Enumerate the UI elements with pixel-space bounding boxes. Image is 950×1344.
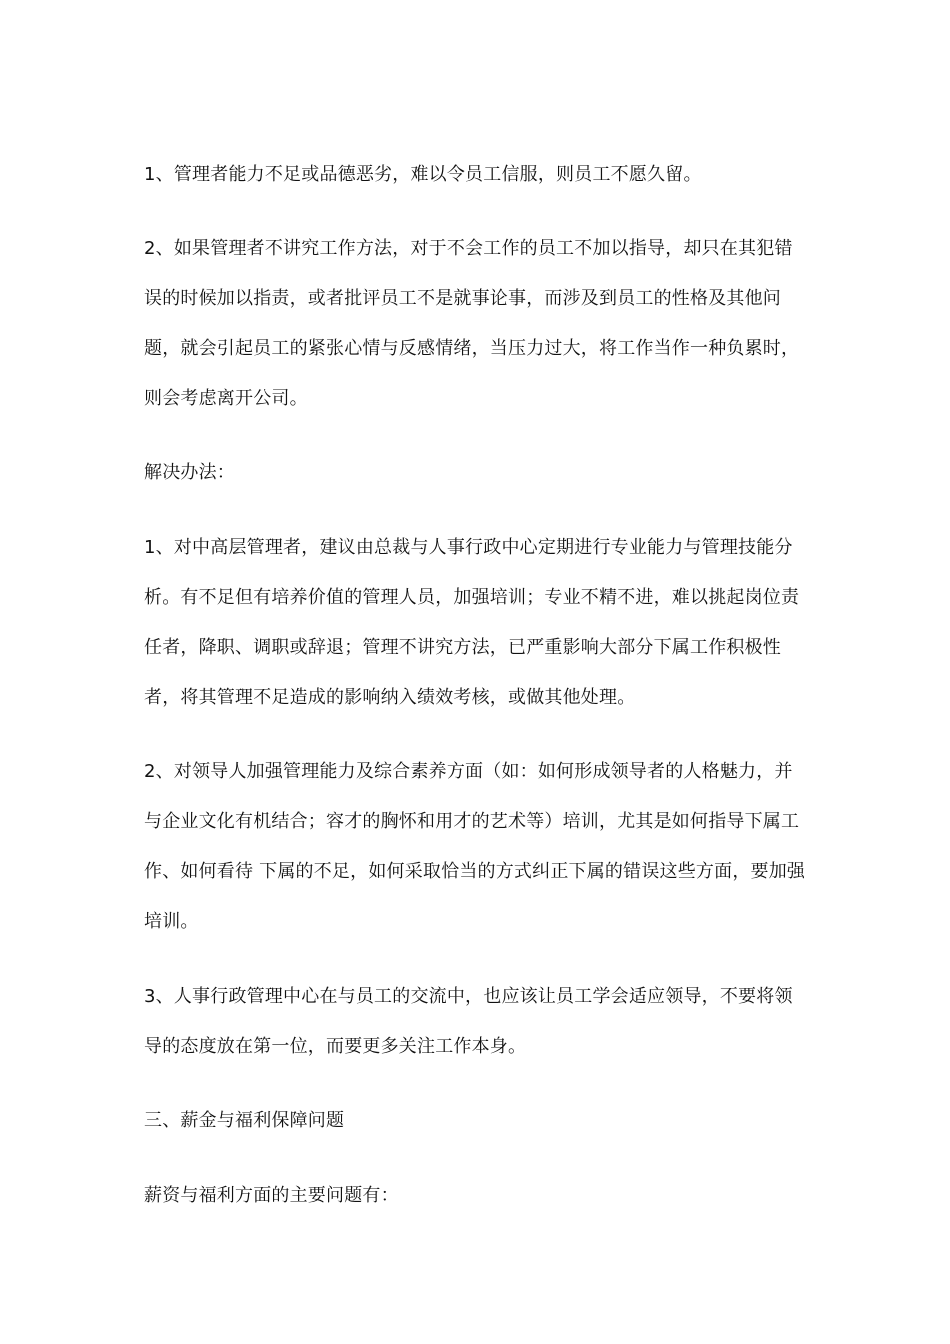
paragraph-salary-issues: 薪资与福利方面的主要问题有： bbox=[144, 1185, 399, 1206]
paragraph-manager-method: 2、如果管理者不讲究工作方法，对于不会工作的员工不加以指导，却只在其犯错误的时候加以指责，或者批评员工不是就事论事，而涉及到员工的性格及其他问题，就会引起员工的紧张心情与反感情绪，当压力过大，将工作当作一种负累时，则会考虑离开公司。 bbox=[144, 238, 800, 409]
section-heading-salary: 三、薪金与福利保障问题 bbox=[144, 1110, 345, 1131]
paragraph-solution-3: 3、人事行政管理中心在与员工的交流中，也应该让员工学会适应领导，不要将领导的态度放在第一位，而要更多关注工作本身。 bbox=[144, 986, 793, 1057]
paragraph-solution-2: 2、对领导人加强管理能力及综合素养方面（如：如何形成领导者的人格魅力，并与企业文化有机结合；容才的胸怀和用才的艺术等）培训，尤其是如何指导下属工作、如何看待 下属的不足，如何采取恰当的方式纠正下属的错误这些方面，要加强培训。 bbox=[144, 761, 806, 932]
paragraph-solution-heading: 解决办法： bbox=[144, 462, 235, 483]
paragraph-manager-ability: 1、管理者能力不足或品德恶劣，难以令员工信服，则员工不愿久留。 bbox=[144, 164, 702, 185]
paragraph-solution-1: 1、对中高层管理者，建议由总裁与人事行政中心定期进行专业能力与管理技能分析。有不足但有培养价值的管理人员，加强培训；专业不精不进，难以挑起岗位责任者，降职、调职或辞退；管理不讲究方法，已严重影响大部分下属工作积极性者，将其管理不足造成的影响纳入绩效考核，或做其他处理。 bbox=[144, 537, 800, 708]
